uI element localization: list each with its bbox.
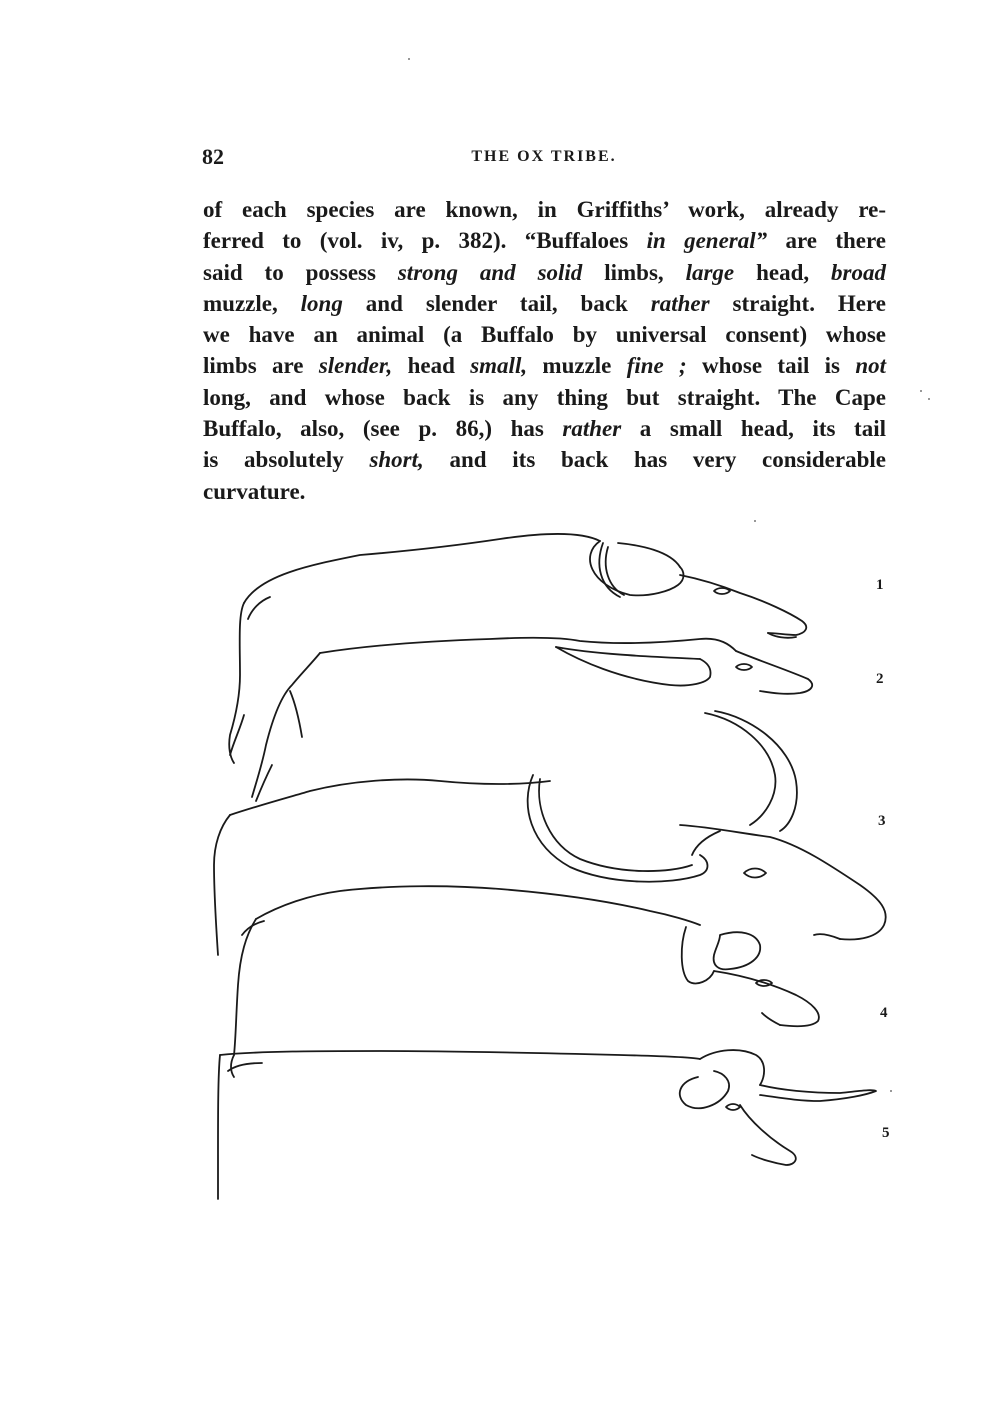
text-run: we have an animal (a Buffalo by universal consent) whose	[203, 322, 886, 348]
text-line	[203, 382, 886, 413]
text-line	[203, 476, 886, 507]
text-run: said to possess	[203, 259, 398, 285]
italic-phrase: rather	[650, 290, 710, 316]
italic-phrase: in general”	[646, 228, 768, 254]
text-run: muzzle	[527, 353, 627, 379]
italic-phrase: small,	[470, 353, 528, 379]
text-run: head	[392, 353, 471, 379]
text-line	[203, 257, 886, 288]
text-run: Buffalo, also, (see p. 86,) has	[203, 416, 563, 442]
print-speck	[754, 520, 756, 522]
text-run: and its back has very considerable	[423, 447, 886, 473]
italic-phrase: fine ;	[626, 353, 687, 379]
text-run: muzzle,	[203, 290, 301, 316]
buffalo-outline-5	[218, 1050, 876, 1199]
text-run: and slender tail, back	[342, 290, 651, 316]
text-run: whose tail is	[686, 353, 856, 379]
text-line	[203, 350, 886, 381]
buffalo-outlines-figure	[200, 515, 900, 1205]
italic-phrase: slender,	[318, 353, 393, 379]
figure-label-3: 3	[878, 813, 886, 829]
text-run: of each species are known, in Griffiths’ work, already re-	[203, 197, 886, 222]
print-speck	[928, 398, 930, 400]
text-line	[203, 288, 886, 319]
buffalo-outline-3	[214, 711, 886, 955]
text-run: curvature.	[203, 478, 306, 504]
italic-phrase: not	[855, 353, 886, 379]
text-line	[203, 413, 886, 444]
buffalo-outline-1	[229, 534, 806, 763]
italic-phrase: rather	[562, 416, 622, 442]
page-number: 82	[202, 144, 224, 169]
running-head	[202, 144, 886, 176]
buffalo-outline-4	[231, 886, 819, 1077]
text-run: a small head, its tail	[621, 416, 886, 442]
italic-phrase: large	[685, 259, 735, 285]
text-run: limbs are	[203, 353, 319, 379]
figure-label-4: 4	[880, 1005, 888, 1021]
body-paragraph	[203, 194, 886, 507]
text-run: head,	[734, 259, 832, 285]
text-line	[203, 444, 886, 475]
text-line	[203, 194, 886, 225]
italic-phrase: short,	[369, 447, 424, 473]
italic-phrase: strong and solid	[397, 259, 583, 285]
print-speck	[408, 58, 410, 60]
text-run: are there	[767, 228, 886, 254]
print-speck	[920, 390, 922, 392]
text-run: ferred to (vol. iv, p. 382). “Buffaloes	[203, 228, 647, 254]
text-line	[203, 225, 886, 256]
print-speck	[890, 1090, 892, 1092]
text-run: limbs,	[582, 259, 686, 285]
italic-phrase: long	[300, 290, 343, 316]
italic-phrase: broad	[831, 259, 886, 285]
figure-label-1: 1	[876, 577, 884, 593]
text-run: long, and whose back is any thing but straight. The Cape	[203, 384, 886, 410]
text-run: straight. Here	[709, 290, 886, 316]
running-title: THE OX TRIBE.	[471, 148, 617, 165]
text-line	[203, 319, 886, 350]
figure-label-5: 5	[882, 1125, 890, 1141]
text-run: is absolutely	[203, 447, 370, 473]
figure-label-2: 2	[876, 671, 884, 687]
